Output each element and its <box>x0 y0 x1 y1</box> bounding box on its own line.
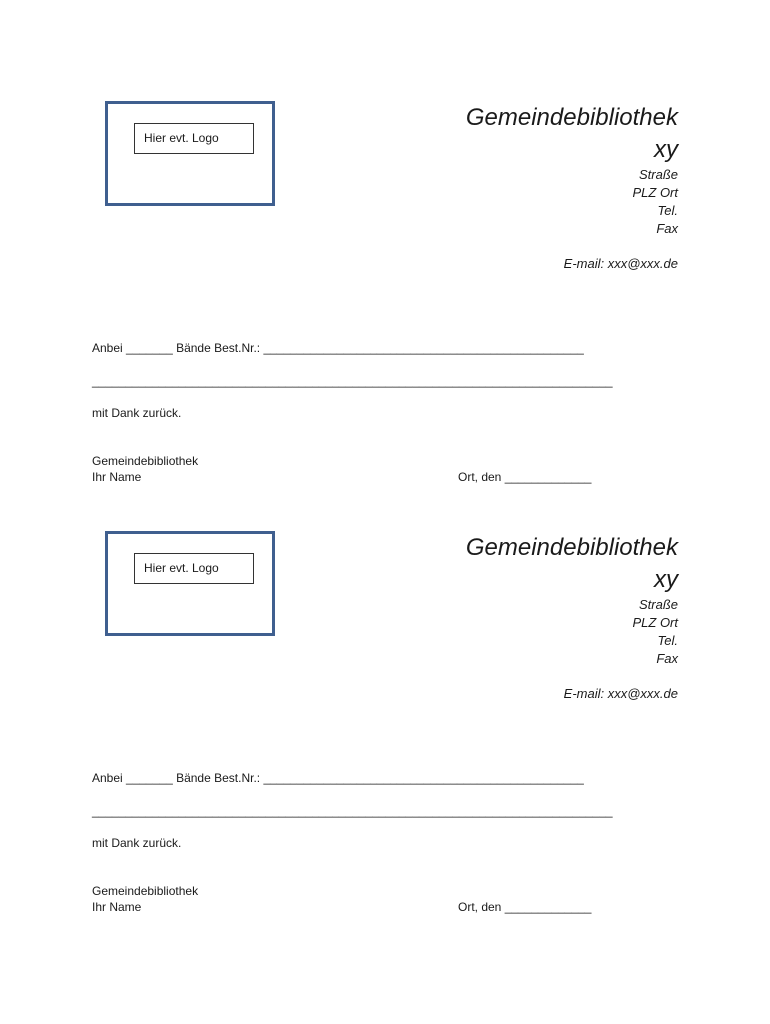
fax: Fax <box>656 651 678 666</box>
phone: Tel. <box>657 203 678 218</box>
anbei-line: Anbei _______ Bände Best.Nr.: ________________________________________________ <box>92 771 584 785</box>
library-name: Gemeindebibliothek <box>465 534 678 561</box>
street: Straße <box>638 167 678 182</box>
logo-placeholder-label: Hier evt. Logo <box>134 553 254 584</box>
anbei-line: Anbei _______ Bände Best.Nr.: ________________________________________________ <box>92 341 584 355</box>
street: Straße <box>638 597 678 612</box>
city: PLZ Ort <box>632 615 678 630</box>
signoff-library: Gemeindebibliothek <box>92 884 199 898</box>
place-date-line: Ort, den _____________ <box>458 900 592 914</box>
signoff-name: Ihr Name <box>92 900 142 914</box>
signoff-name: Ihr Name <box>92 470 142 484</box>
thanks-text: mit Dank zurück. <box>92 836 182 850</box>
fax: Fax <box>656 221 678 236</box>
thanks-text: mit Dank zurück. <box>92 406 182 420</box>
return-slip-2 <box>0 430 770 914</box>
library-header <box>466 102 678 273</box>
logo-placeholder-frame <box>105 531 275 636</box>
blank-line: ______________________________________________________________________________ <box>92 374 613 388</box>
logo-placeholder-frame <box>105 101 275 206</box>
library-header <box>466 532 678 703</box>
library-suffix: xy <box>654 566 678 593</box>
return-slip-1 <box>0 0 770 484</box>
logo-placeholder-label: Hier evt. Logo <box>134 123 254 154</box>
phone: Tel. <box>657 633 678 648</box>
signoff-library: Gemeindebibliothek <box>92 454 199 468</box>
library-name: Gemeindebibliothek <box>465 104 678 131</box>
blank-line: ______________________________________________________________________________ <box>92 804 613 818</box>
library-suffix: xy <box>654 136 678 163</box>
place-date-line: Ort, den _____________ <box>458 470 592 484</box>
email: E-mail: xxx@xxx.de <box>563 686 678 701</box>
city: PLZ Ort <box>632 185 678 200</box>
email: E-mail: xxx@xxx.de <box>563 256 678 271</box>
